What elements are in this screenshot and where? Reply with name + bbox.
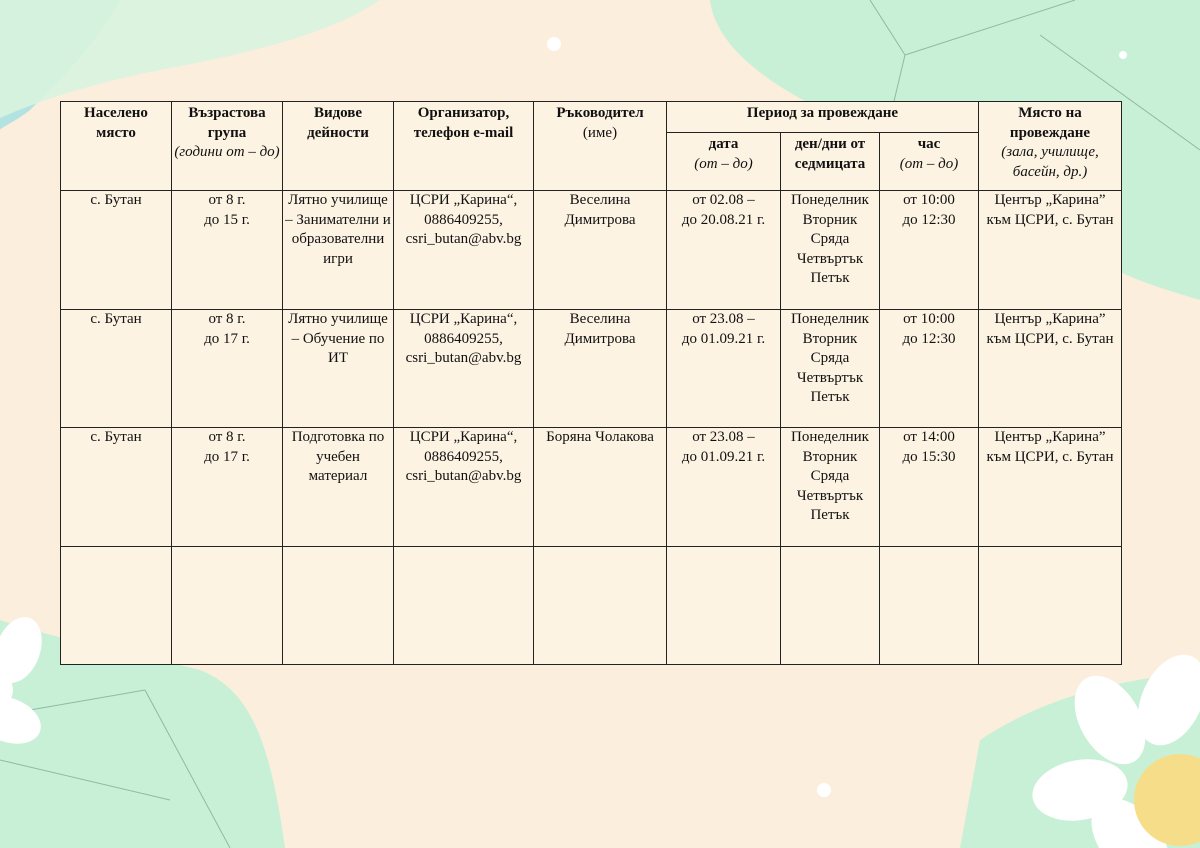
cell-venue: Център „Карина” към ЦСРИ, с. Бутан xyxy=(979,191,1122,310)
table-row xyxy=(61,191,1122,310)
cell-days: Понеделник Вторник Сряда Четвъртък Петък xyxy=(781,310,880,428)
header-period: Период за провеждане xyxy=(667,102,979,133)
cell-hour: от 10:00 до 12:30 xyxy=(880,191,979,310)
header-organizer: Организатор, телефон e-mail xyxy=(394,102,534,191)
header-age-group: Възрастова група (години от – до) xyxy=(172,102,283,191)
cell-organizer: ЦСРИ „Карина“, 0886409255, csri_butan@abv.bg xyxy=(394,428,534,547)
header-hour: час (от – до) xyxy=(880,133,979,191)
cell-hour: от 14:00 до 15:30 xyxy=(880,428,979,547)
cell-age: от 8 г. до 17 г. xyxy=(172,428,283,547)
cell-organizer: ЦСРИ „Карина“, 0886409255, csri_butan@abv.bg xyxy=(394,191,534,310)
cell-age: от 8 г. до 17 г. xyxy=(172,310,283,428)
cell-venue: Център „Карина” към ЦСРИ, с. Бутан xyxy=(979,428,1122,547)
cell-leader: Боряна Чолакова xyxy=(534,428,667,547)
cell-empty xyxy=(979,547,1122,665)
cell-place: с. Бутан xyxy=(61,310,172,428)
cell-place: с. Бутан xyxy=(61,191,172,310)
header-leader: Ръководител (име) xyxy=(534,102,667,191)
cell-empty xyxy=(781,547,880,665)
cell-empty xyxy=(534,547,667,665)
cell-venue: Център „Карина” към ЦСРИ, с. Бутан xyxy=(979,310,1122,428)
table-row-empty xyxy=(61,547,1122,665)
cell-empty xyxy=(880,547,979,665)
table-header-row xyxy=(61,102,1122,133)
activity-schedule-table xyxy=(60,101,1122,665)
header-days: ден/дни от седмицата xyxy=(781,133,880,191)
cell-place: с. Бутан xyxy=(61,428,172,547)
cell-activity: Подготовка по учебен материал xyxy=(283,428,394,547)
cell-leader: Веселина Димитрова xyxy=(534,310,667,428)
cell-date: от 02.08 – до 20.08.21 г. xyxy=(667,191,781,310)
cell-empty xyxy=(283,547,394,665)
cell-leader: Веселина Димитрова xyxy=(534,191,667,310)
cell-age: от 8 г. до 15 г. xyxy=(172,191,283,310)
cell-activity: Лятно училище – Занимателни и образователни игри xyxy=(283,191,394,310)
header-date: дата (от – до) xyxy=(667,133,781,191)
cell-empty xyxy=(172,547,283,665)
table-row xyxy=(61,310,1122,428)
header-place: Населено място xyxy=(61,102,172,191)
cell-empty xyxy=(394,547,534,665)
cell-organizer: ЦСРИ „Карина“, 0886409255, csri_butan@abv.bg xyxy=(394,310,534,428)
table-row xyxy=(61,428,1122,547)
header-venue: Място на провеждане (зала, училище, басейн, др.) xyxy=(979,102,1122,191)
cell-days: Понеделник Вторник Сряда Четвъртък Петък xyxy=(781,191,880,310)
cell-activity: Лятно училище – Обучение по ИТ xyxy=(283,310,394,428)
cell-date: от 23.08 – до 01.09.21 г. xyxy=(667,310,781,428)
header-activities: Видове дейности xyxy=(283,102,394,191)
cell-empty xyxy=(667,547,781,665)
cell-days: Понеделник Вторник Сряда Четвъртък Петък xyxy=(781,428,880,547)
cell-date: от 23.08 – до 01.09.21 г. xyxy=(667,428,781,547)
cell-hour: от 10:00 до 12:30 xyxy=(880,310,979,428)
cell-empty xyxy=(61,547,172,665)
